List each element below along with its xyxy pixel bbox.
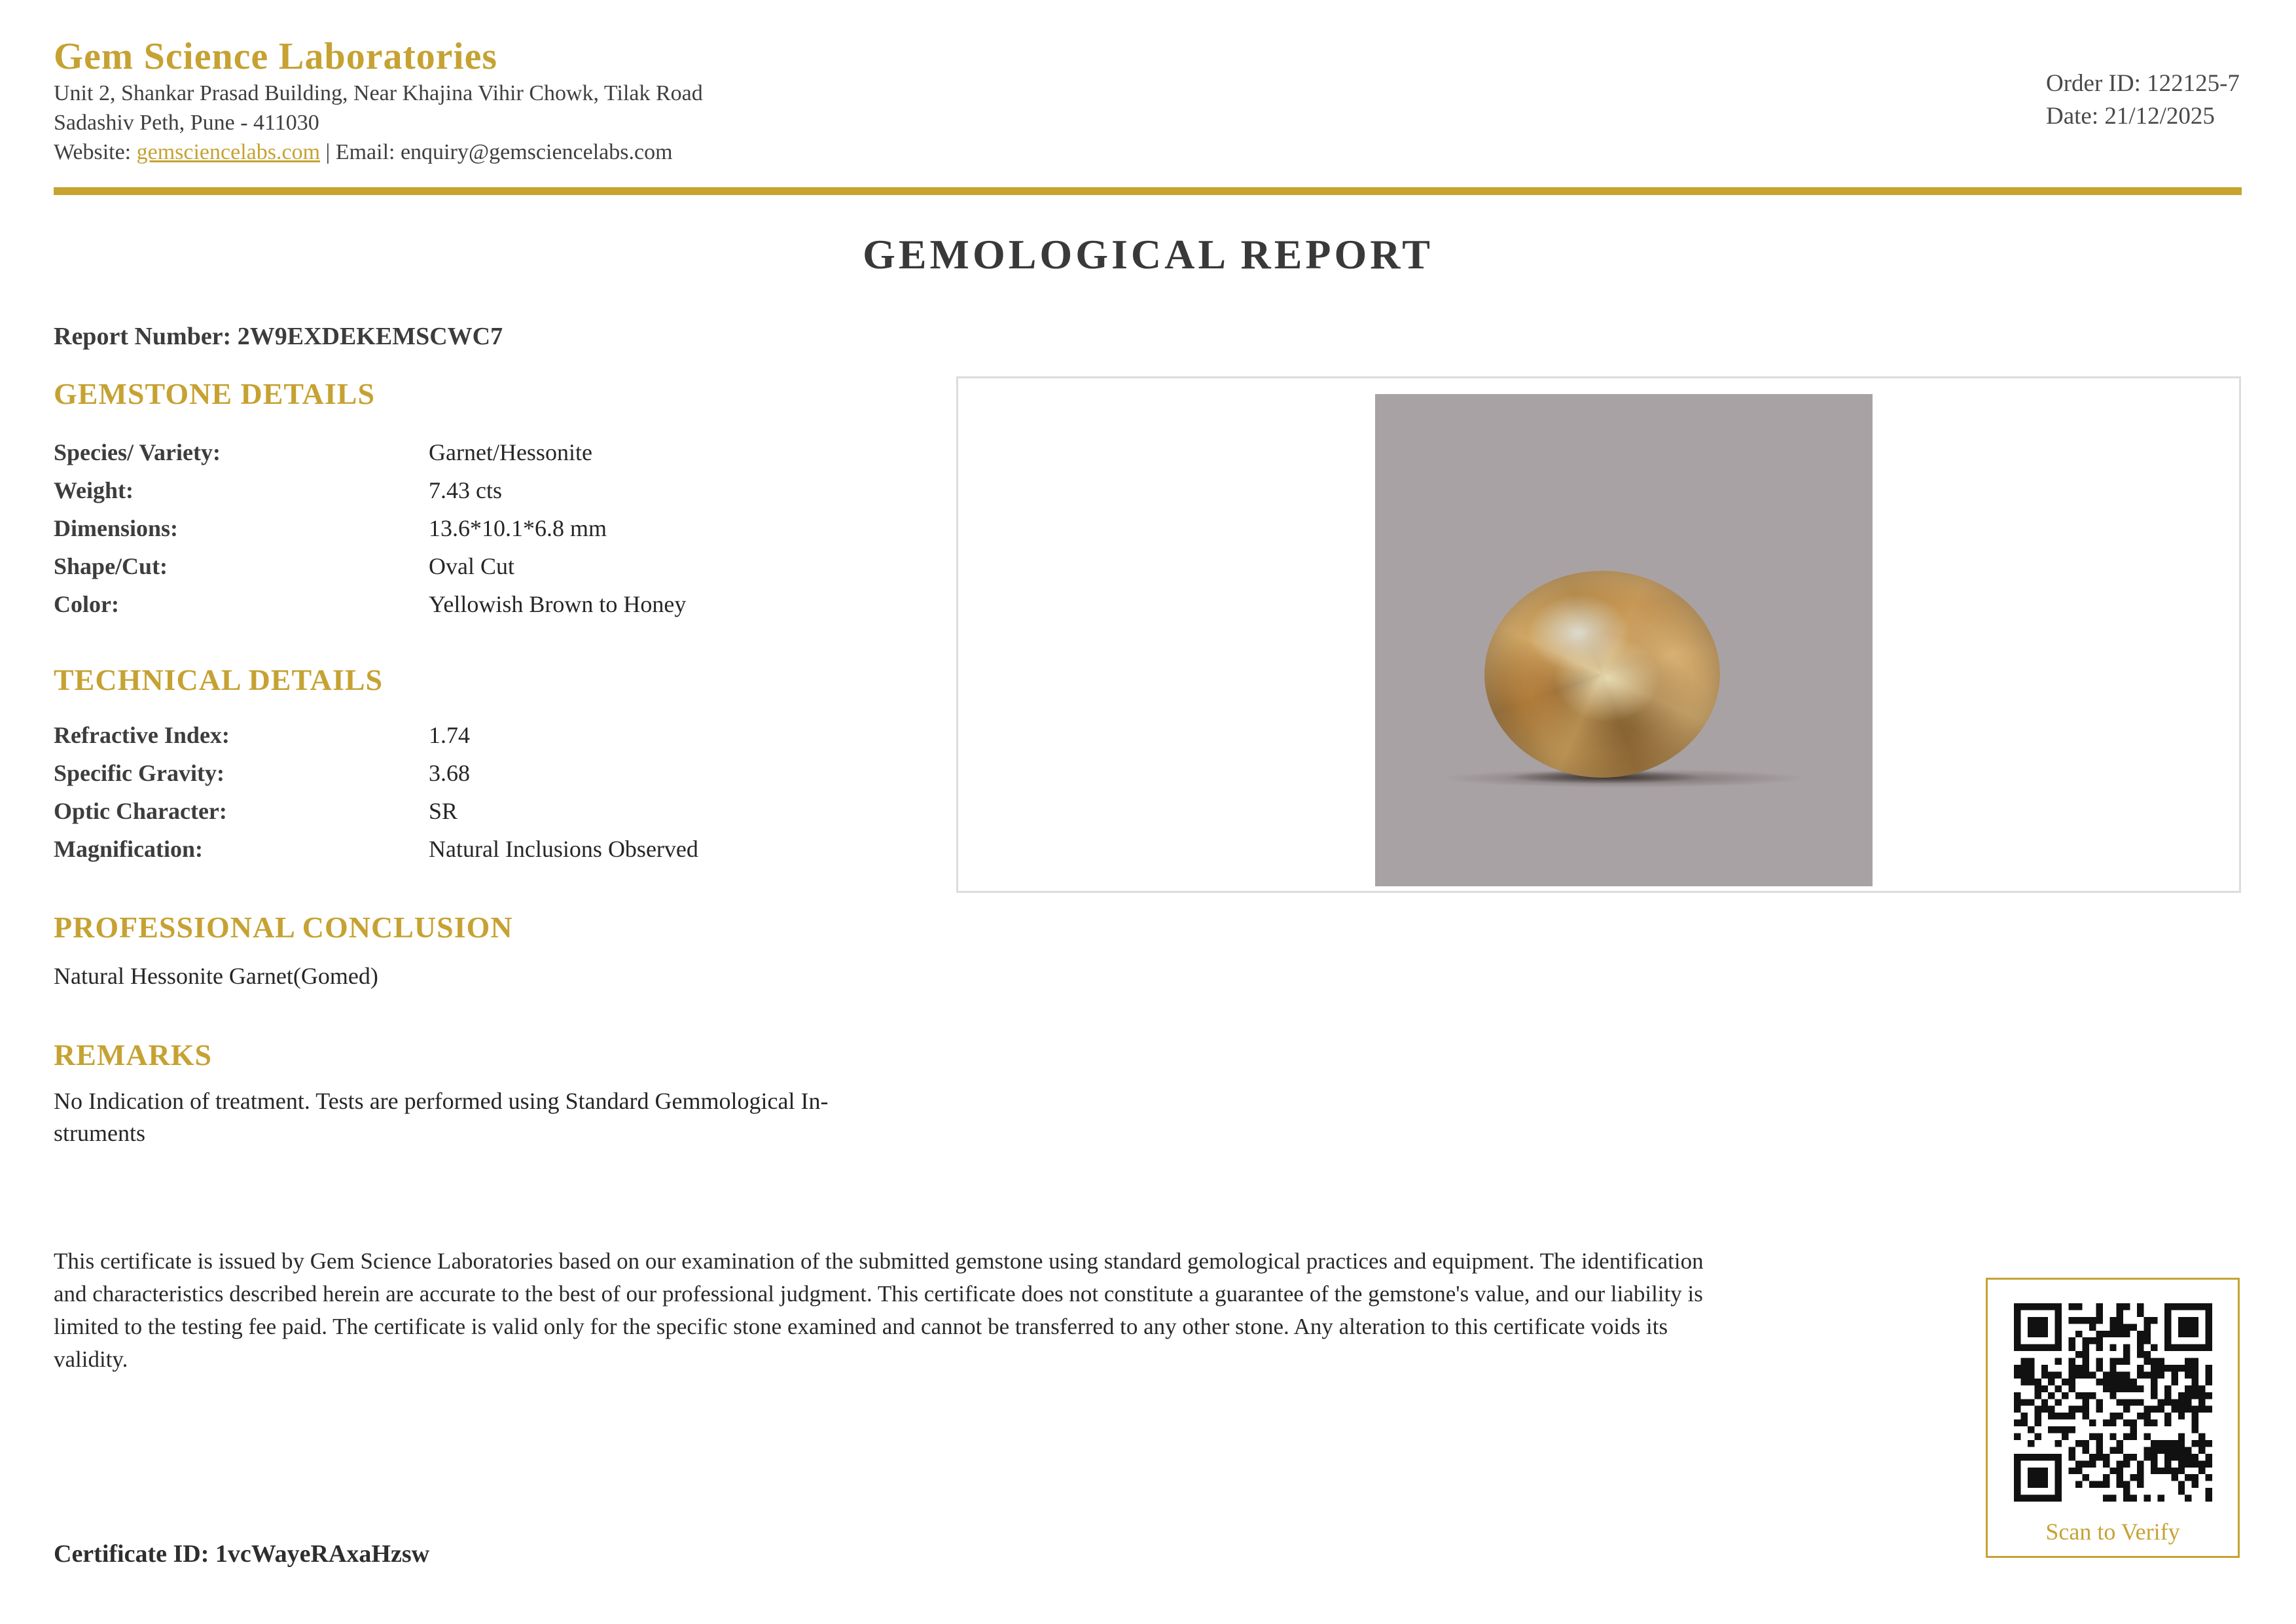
row-value: Yellowish Brown to Honey — [429, 591, 687, 617]
website-link[interactable]: gemsciencelabs.com — [136, 140, 321, 164]
website-label: Website: — [54, 140, 137, 164]
order-date: Date: 21/12/2025 — [2046, 103, 2215, 130]
table-row — [54, 509, 686, 547]
certificate-id-value: 1vcWayeRAxaHzsw — [215, 1540, 430, 1568]
lab-contact-line — [54, 137, 703, 167]
report-number-label: Report Number: — [54, 323, 238, 350]
email-text: | Email: enquiry@gemsciencelabs.com — [320, 140, 673, 164]
row-label: Color: — [54, 591, 119, 617]
qr-code-icon — [2014, 1303, 2212, 1502]
remarks-text — [54, 1085, 828, 1149]
row-label: Refractive Index: — [54, 722, 230, 748]
lab-name: Gem Science Laboratories — [54, 35, 497, 77]
disclaimer-text: This certificate is issued by Gem Science Laboratories based on our examination of the submitted gemstone using standard gemological practices and equipment. The identification and characteristics described herein are accurate to the best of our professional judgment. This certificate does not constitute a guarantee of the gemstone's value, and our liability is limited to the testing fee paid. The certificate is valid only for the specific stone examined and cannot be transferred to any other stone. Any alteration to this certificate voids its validity. — [54, 1248, 1704, 1372]
remarks-line-1: No Indication of treatment. Tests are performed using Standard Gemmological In- — [54, 1088, 829, 1114]
row-label: Dimensions: — [54, 515, 179, 541]
row-label: Species/ Variety: — [54, 439, 221, 465]
lab-header — [54, 34, 703, 167]
order-info — [2046, 67, 2240, 133]
page-title: GEMOLOGICAL REPORT — [863, 231, 1433, 278]
table-row — [54, 830, 698, 868]
lab-address-line1: Unit 2, Shankar Prasad Building, Near Khajina Vihir Chowk, Tilak Road — [54, 81, 703, 105]
row-value: SR — [429, 798, 458, 824]
table-row — [54, 547, 686, 585]
report-number-value: 2W9EXDEKEMSCWC7 — [237, 323, 503, 350]
row-label: Specific Gravity: — [54, 760, 224, 786]
row-value: Garnet/Hessonite — [429, 439, 592, 465]
remarks-line-2: struments — [54, 1120, 145, 1146]
table-row — [54, 433, 686, 471]
gemstone-image — [1484, 571, 1720, 778]
table-row — [54, 754, 698, 792]
table-row — [54, 716, 698, 754]
lab-address-line2: Sadashiv Peth, Pune - 411030 — [54, 111, 319, 135]
row-value: 1.74 — [429, 722, 470, 748]
scan-to-verify-label: Scan to Verify — [2045, 1519, 2180, 1545]
table-row — [54, 792, 698, 830]
section-heading-gemstone-details: GEMSTONE DETAILS — [54, 377, 376, 410]
gem-photo — [1375, 394, 1873, 886]
row-value: Natural Inclusions Observed — [429, 836, 698, 862]
row-value: Oval Cut — [429, 553, 514, 579]
order-id: Order ID: 122125-7 — [2046, 70, 2240, 97]
row-label: Magnification: — [54, 836, 203, 862]
header-divider-bar — [54, 187, 2242, 195]
table-row — [54, 471, 686, 509]
gemstone-details-table — [54, 433, 686, 623]
table-row — [54, 585, 686, 623]
section-heading-remarks: REMARKS — [54, 1038, 213, 1072]
certificate-id — [54, 1540, 429, 1568]
gem-photo-frame — [956, 376, 2241, 893]
report-number — [54, 322, 503, 351]
certificate-id-label: Certificate ID: — [54, 1540, 215, 1568]
technical-details-table — [54, 716, 698, 868]
verify-box — [1986, 1278, 2240, 1558]
conclusion-text: Natural Hessonite Garnet(Gomed) — [54, 963, 378, 989]
row-label: Shape/Cut: — [54, 553, 168, 579]
row-label: Optic Character: — [54, 798, 227, 824]
row-value: 13.6*10.1*6.8 mm — [429, 515, 607, 541]
row-label: Weight: — [54, 477, 134, 503]
row-value: 7.43 cts — [429, 477, 502, 503]
row-value: 3.68 — [429, 760, 470, 786]
section-heading-professional-conclusion: PROFESSIONAL CONCLUSION — [54, 911, 513, 944]
section-heading-technical-details: TECHNICAL DETAILS — [54, 663, 384, 696]
